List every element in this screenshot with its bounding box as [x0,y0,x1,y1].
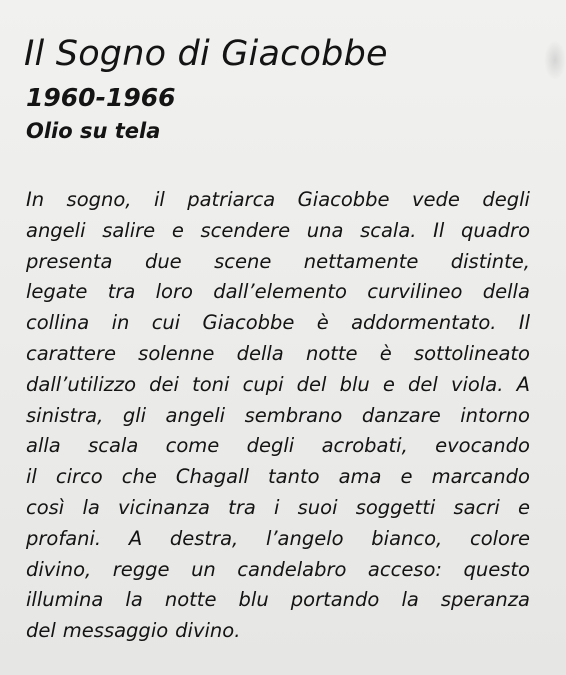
description-word: sacri [453,495,500,519]
description-line [26,431,530,462]
description-word: legate [26,280,88,304]
description-word: blu [238,588,269,612]
description-word: messaggio [62,619,169,643]
description-word: acceso: [367,557,442,581]
description-line [26,555,530,586]
description-word: la [125,588,143,612]
description-word: Giacobbe [202,311,295,335]
description-word: scene [214,249,272,273]
description-line [26,277,530,308]
description-word: e [171,218,184,242]
description-word: del [408,372,438,396]
description-word: la [401,588,419,612]
description-word: soggetti [355,495,436,519]
description-word: circo [55,465,103,489]
description-word: loro [155,280,193,304]
description-word: angeli [165,403,226,427]
description-line [26,401,530,432]
description-word: della [482,280,530,304]
description-word: angeli [26,218,86,242]
description-word: toni [192,372,230,396]
description-word: tra [107,280,136,304]
description-word: Chagall [175,465,249,489]
description-word: alla [26,434,61,458]
description-word: gli [122,403,147,427]
description-word: così [26,495,65,519]
artwork-title: Il Sogno di Giacobbe [24,34,388,74]
description-word: suoi [297,495,338,519]
description-word: colore [469,526,530,550]
description-word: illumina [26,588,104,612]
description-word: il [26,465,37,489]
description-word: in [111,311,130,335]
description-word: la [82,495,100,519]
description-word: tanto [268,465,320,489]
description-word: questo [463,557,530,581]
description-word: sogno, [66,188,132,211]
description-word: del [26,619,56,643]
description-word: carattere [26,341,116,365]
artwork-medium: Olio su tela [26,119,161,143]
description-word: dall’elemento [213,280,347,304]
description-word: marcando [431,465,530,489]
description-word: danzare [361,403,441,427]
description-word: divino, [26,557,92,581]
description-word: è [316,311,329,335]
description-word: divino. [175,619,241,643]
description-word: i [274,495,280,519]
description-word: Il [518,311,530,335]
description-word: della [236,341,284,365]
description-word: Giacobbe [297,188,390,211]
description-word: distinte, [450,249,530,273]
description-word: viola. [450,372,504,396]
description-word: vede [411,188,460,211]
description-word: ama [338,465,382,489]
description-line [26,585,530,616]
description-word: blu [339,372,370,396]
description-word: evocando [435,434,530,458]
description-word: addormentato. [351,311,497,335]
description-word: regge [112,557,170,581]
description-word: notte [305,341,358,365]
description-word: bianco, [371,526,443,550]
description-word: intorno [460,403,530,427]
description-line [26,247,530,278]
description-word: scendere [200,218,291,242]
description-word: speranza [440,588,530,612]
description-word: che [121,465,157,489]
description-word: cui [151,311,181,335]
description-line [26,616,530,647]
description-word: nettamente [303,249,419,273]
description-word: l’angelo [265,526,344,550]
description-word: sembrano [244,403,343,427]
description-line [26,185,530,216]
description-word: una [306,218,344,242]
description-line [26,370,530,401]
description-word: del [296,372,327,396]
description-word: e [517,495,530,519]
description-word: dei [149,372,179,396]
description-line [26,216,530,247]
artwork-years: 1960-1966 [26,83,176,112]
description-word: sinistra, [26,403,104,427]
description-word: il [153,188,165,211]
description-word: destra, [169,526,239,550]
description-word: candelabro [237,557,347,581]
description-line [26,308,530,339]
description-word: cupi [242,372,284,396]
description-word: acrobati, [321,434,408,458]
description-word: tra [228,495,256,519]
description-word: profani. [26,526,102,550]
description-word: patriarca [187,188,276,211]
description-word: due [144,249,182,273]
description-word: presenta [26,249,113,273]
artwork-description [26,185,530,647]
description-line [26,462,530,493]
description-word: dall’utilizzo [26,372,137,396]
description-word: degli [246,434,295,458]
description-word: degli [482,188,530,211]
description-word: curvilineo [367,280,463,304]
description-word: un [191,557,216,581]
description-word: scala [88,434,139,458]
description-word: collina [26,311,90,335]
description-word: vicinanza [118,495,210,519]
description-word: sottolineato [413,341,530,365]
description-word: scala. [360,218,417,242]
description-line [26,493,530,524]
description-word: notte [164,588,217,612]
description-word: e [382,372,395,396]
description-line [26,339,530,370]
description-word: e [400,465,413,489]
description-word: A [516,372,530,396]
description-word: In [26,188,45,211]
description-word: quadro [460,218,530,242]
description-word: A [128,526,143,550]
description-word: come [165,434,220,458]
description-word: solenne [138,341,215,365]
description-word: è [379,341,392,365]
description-word: portando [290,588,380,612]
description-word: Il [433,218,445,242]
description-word: salire [102,218,156,242]
description-line [26,524,530,555]
